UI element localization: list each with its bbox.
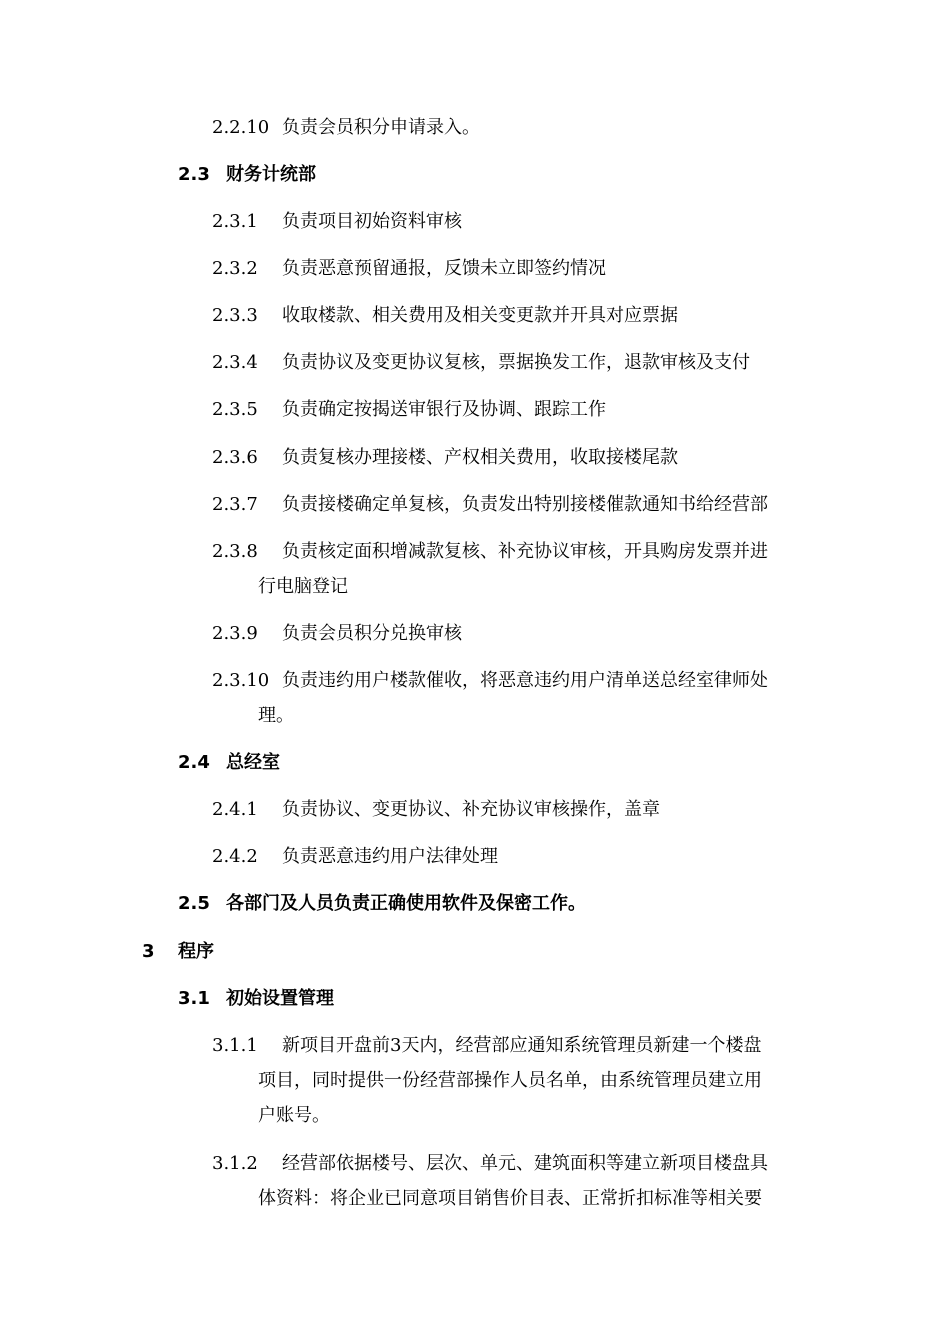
item-2-4-1	[212, 798, 660, 822]
item-number: 2.3.9	[212, 623, 258, 644]
item-2-4-2	[212, 845, 498, 869]
item-2-3-8	[212, 540, 768, 564]
item-2-3-4	[212, 351, 750, 375]
item-number: 2.2.10	[212, 117, 270, 138]
item-text: 负责会员积分申请录入。	[282, 117, 480, 138]
item-text: 负责项目初始资料审核	[282, 211, 462, 232]
item-text: 负责协议及变更协议复核，票据换发工作，退款审核及支付	[282, 352, 750, 373]
item-3-1-1-continuation-2: 户账号。	[258, 1105, 330, 1126]
item-number: 2.3.10	[212, 670, 270, 691]
item-3-1-1-continuation-1: 项目，同时提供一份经营部操作人员名单，由系统管理员建立用	[258, 1070, 762, 1091]
item-2-3-3	[212, 304, 678, 328]
item-2-3-8-continuation: 行电脑登记	[258, 576, 348, 597]
item-number: 2.4.2	[212, 846, 258, 867]
chapter-title: 程序	[178, 941, 214, 962]
item-number: 2.4.1	[212, 799, 258, 820]
section-title: 财务计统部	[226, 164, 316, 185]
item-2-2-10	[212, 116, 480, 140]
item-2-3-10-continuation: 理。	[258, 705, 294, 726]
section-number: 2.5	[178, 893, 210, 914]
item-3-1-2	[212, 1152, 768, 1176]
section-2-5-heading	[178, 892, 586, 916]
item-text: 收取楼款、相关费用及相关变更款并开具对应票据	[282, 305, 678, 326]
item-text: 负责接楼确定单复核，负责发出特别接楼催款通知书给经营部	[282, 494, 768, 515]
section-number: 2.4	[178, 752, 210, 773]
item-number: 3.1.2	[212, 1153, 258, 1174]
item-text: 新项目开盘前3天内，经营部应通知系统管理员新建一个楼盘	[282, 1035, 762, 1056]
item-2-3-9	[212, 622, 462, 646]
item-3-1-2-continuation: 体资料：将企业已同意项目销售价目表、正常折扣标准等相关要	[258, 1188, 762, 1209]
item-2-3-1	[212, 210, 462, 234]
item-text: 负责恶意违约用户法律处理	[282, 846, 498, 867]
item-2-3-5	[212, 398, 606, 422]
chapter-3-heading	[142, 940, 214, 964]
item-number: 2.3.5	[212, 399, 258, 420]
item-2-3-10	[212, 669, 768, 693]
item-number: 2.3.4	[212, 352, 258, 373]
section-3-1-heading	[178, 987, 334, 1011]
item-number: 2.3.1	[212, 211, 258, 232]
section-title: 总经室	[226, 752, 280, 773]
item-text: 负责恶意预留通报，反馈未立即签约情况	[282, 258, 606, 279]
section-2-3-heading	[178, 163, 316, 187]
section-number: 3.1	[178, 988, 210, 1009]
section-2-4-heading	[178, 751, 280, 775]
item-text: 负责复核办理接楼、产权相关费用，收取接楼尾款	[282, 447, 678, 468]
chapter-number: 3	[142, 941, 155, 962]
item-text: 经营部依据楼号、层次、单元、建筑面积等建立新项目楼盘具	[282, 1153, 768, 1174]
section-title: 各部门及人员负责正确使用软件及保密工作。	[226, 893, 586, 914]
item-2-3-2	[212, 257, 606, 281]
item-number: 2.3.2	[212, 258, 258, 279]
item-text: 负责违约用户楼款催收，将恶意违约用户清单送总经室律师处	[282, 670, 768, 691]
item-text: 负责会员积分兑换审核	[282, 623, 462, 644]
item-text: 负责确定按揭送审银行及协调、跟踪工作	[282, 399, 606, 420]
item-number: 3.1.1	[212, 1035, 258, 1056]
item-number: 2.3.3	[212, 305, 258, 326]
item-2-3-6	[212, 446, 678, 470]
item-number: 2.3.7	[212, 494, 258, 515]
item-3-1-1	[212, 1034, 761, 1058]
section-title: 初始设置管理	[226, 988, 334, 1009]
section-number: 2.3	[178, 164, 210, 185]
item-number: 2.3.6	[212, 447, 258, 468]
item-text: 负责核定面积增减款复核、补充协议审核，开具购房发票并进	[282, 541, 768, 562]
item-2-3-7	[212, 493, 768, 517]
item-text: 负责协议、变更协议、补充协议审核操作，盖章	[282, 799, 660, 820]
item-number: 2.3.8	[212, 541, 258, 562]
